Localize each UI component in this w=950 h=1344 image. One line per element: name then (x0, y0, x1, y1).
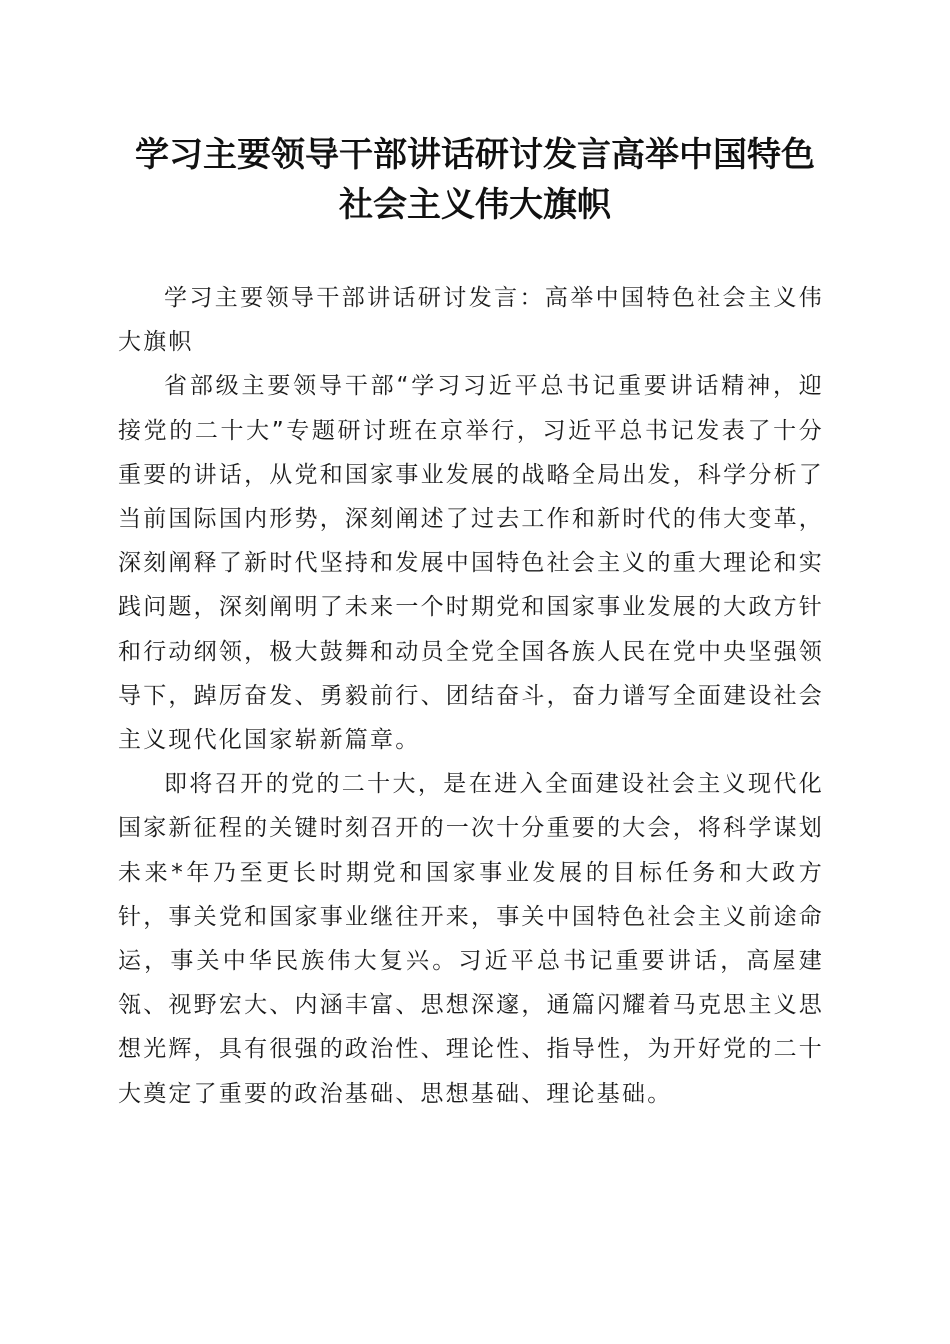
paragraph-1: 省部级主要领导干部“学习习近平总书记重要讲话精神，迎接党的二十大”专题研讨班在京举行，习近平总书记发表了十分重要的讲话，从党和国家事业发展的战略全局出发，科学分析了当前国际国内形势，深刻阐述了过去工作和新时代的伟大变革，深刻阐释了新时代坚持和发展中国特色社会主义的重大理论和实践问题，深刻阐明了未来一个时期党和国家事业发展的大政方针和行动纲领，极大鼓舞和动员全党全国各族人民在党中央坚强领导下，踔厉奋发、勇毅前行、团结奋斗，奋力谱写全面建设社会主义现代化国家崭新篇章。 (118, 373, 824, 754)
paragraph-subtitle: 学习主要领导干部讲话研讨发言：高举中国特色社会主义伟大旗帜 (118, 285, 824, 356)
document-title (110, 130, 840, 230)
document-body (118, 276, 824, 1116)
paragraph-2: 即将召开的党的二十大，是在进入全面建设社会主义现代化国家新征程的关键时刻召开的一次十分重要的大会，将科学谋划未来*年乃至更长时期党和国家事业发展的目标任务和大政方针，事关党和国家事业继往开来，事关中国特色社会主义前途命运，事关中华民族伟大复兴。习近平总书记重要讲话，高屋建瓴、视野宏大、内涵丰富、思想深邃，通篇闪耀着马克思主义思想光辉，具有很强的政治性、理论性、指导性，为开好党的二十大奠定了重要的政治基础、思想基础、理论基础。 (118, 771, 824, 1107)
title-line-2: 社会主义伟大旗帜 (339, 185, 611, 225)
title-line-1: 学习主要领导干部讲话研讨发言高举中国特色 (135, 135, 815, 175)
